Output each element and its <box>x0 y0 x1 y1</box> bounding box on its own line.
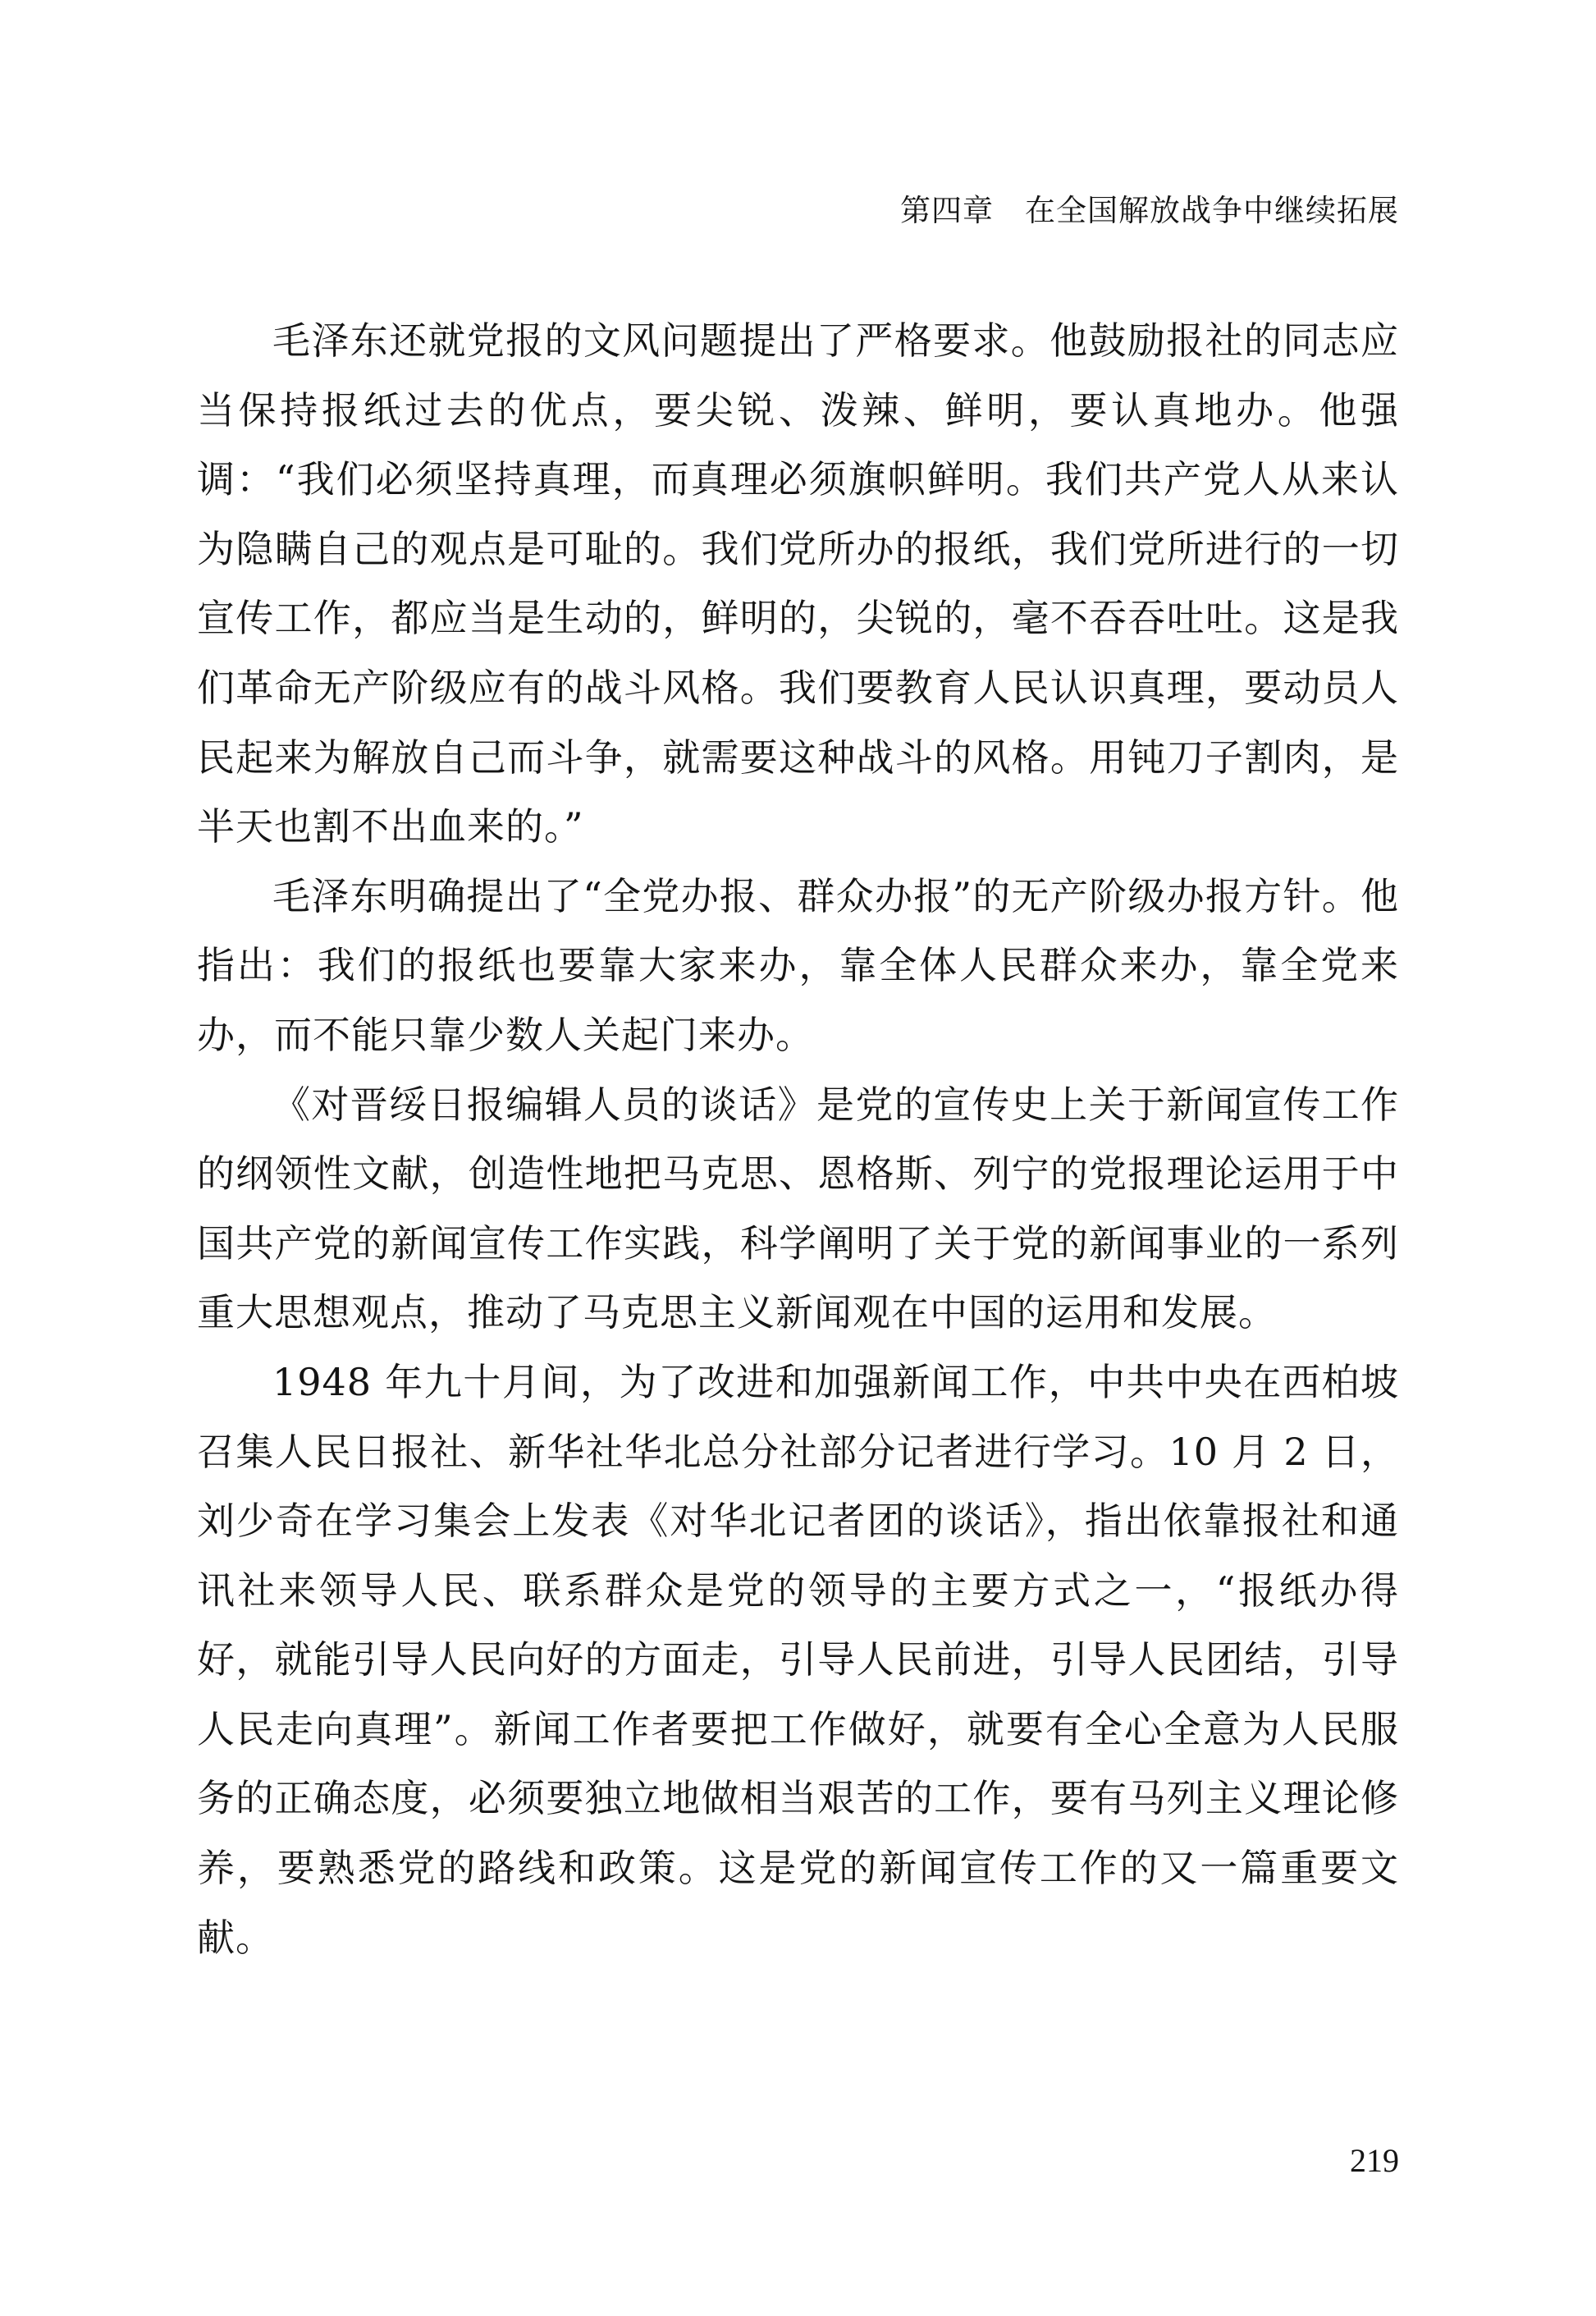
chapter-title: 在全国解放战争中继续拓展 <box>1025 193 1399 228</box>
running-header <box>900 185 1399 230</box>
chapter-number: 第四章 <box>900 193 994 228</box>
body-text <box>197 306 1399 1972</box>
paragraph: 毛泽东还就党报的文风问题提出了严格要求。他鼓励报社的同志应当保持报纸过去的优点，要尖锐、泼辣、鲜明，要认真地办。他强调：“我们必须坚持真理，而真理必须旗帜鲜明。我们共产党人从来认为隐瞒自己的观点是可耻的。我们党所办的报纸，我们党所进行的一切宣传工作，都应当是生动的，鲜明的，尖锐的，毫不吞吞吐吐。这是我们革命无产阶级应有的战斗风格。我们要教育人民认识真理，要动员人民起来为解放自己而斗争，就需要这种战斗的风格。用钝刀子割肉，是半天也割不出血来的。” <box>197 318 1399 849</box>
paragraph: 1948 年九十月间，为了改进和加强新闻工作，中共中央在西柏坡召集人民日报社、新华社华北总分社部分记者进行学习。10 月 2 日，刘少奇在学习集会上发表《对华北记者团的谈话》，指出依靠报社和通讯社来领导人民、联系群众是党的领导的主要方式之一，“报纸办得好，就能引导人民向好的方面走，引导人民前进，引导人民团结，引导人民走向真理”。新闻工作者要把工作做好，就要有全心全意为人民服务的正确态度，必须要独立地做相当艰苦的工作，要有马列主义理论修养，要熟悉党的路线和政策。这是党的新闻宣传工作的又一篇重要文献。 <box>197 1359 1399 1960</box>
paragraph: 毛泽东明确提出了“全党办报、群众办报”的无产阶级办报方针。他指出：我们的报纸也要靠大家来办，靠全体人民群众来办，靠全党来办，而不能只靠少数人关起门来办。 <box>197 873 1399 1057</box>
paragraph: 《对晋绥日报编辑人员的谈话》是党的宣传史上关于新闻宣传工作的纲领性文献，创造性地把马克思、恩格斯、列宁的党报理论运用于中国共产党的新闻宣传工作实践，科学阐明了关于党的新闻事业的一系列重大思想观点，推动了马克思主义新闻观在中国的运用和发展。 <box>197 1082 1399 1335</box>
page-number: 219 <box>1350 2142 1399 2179</box>
